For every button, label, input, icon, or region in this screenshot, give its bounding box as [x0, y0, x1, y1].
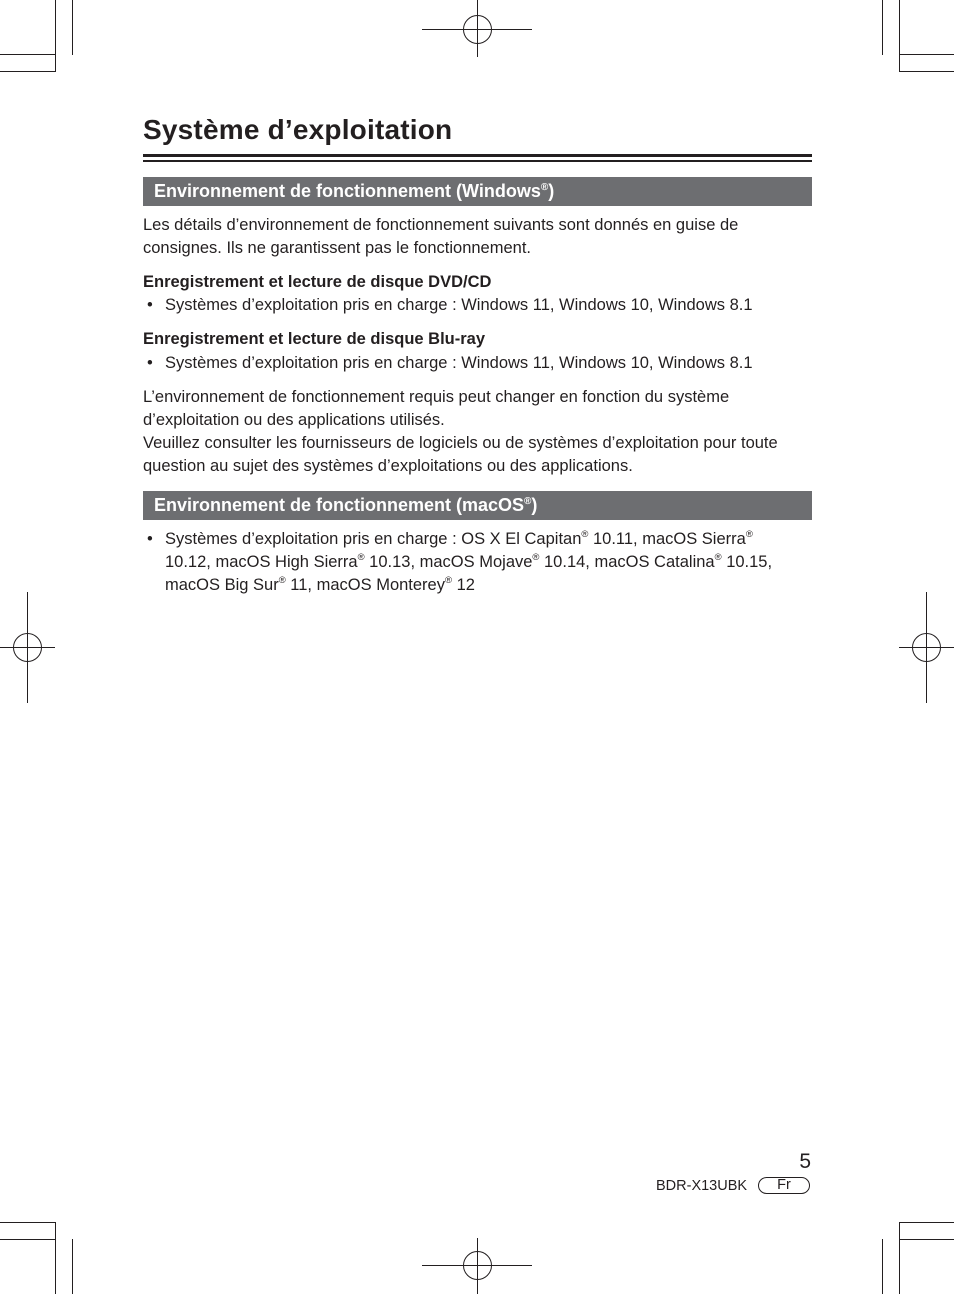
intro-line: Les détails d’environnement de fonctionnement suivants sont donnés en guise de: [143, 216, 739, 234]
registered-mark: ®: [540, 182, 549, 193]
text-run: Systèmes d’exploitation pris en charge : OS X El Capitan: [165, 530, 582, 548]
section-heading-windows-text: Environnement de fonctionnement (Windows: [154, 181, 541, 201]
text-run: macOS Big Sur: [165, 576, 279, 594]
section-heading-close: ): [531, 495, 538, 515]
dvd-os-text: Systèmes d’exploitation pris en charge : Windows 11, Windows 10, Windows 8.1: [165, 296, 753, 314]
registered-mark: ®: [532, 552, 540, 563]
note-line: d’exploitation ou des applications utilisés.: [143, 411, 445, 429]
text-run: 10.14, macOS Catalina: [539, 553, 715, 571]
registered-mark: ®: [444, 575, 452, 586]
dvd-subheading: Enregistrement et lecture de disque DVD/CD: [143, 273, 492, 291]
text-run: 10.13, macOS Mojave: [364, 553, 533, 571]
page-title: Système d’exploitation: [143, 114, 453, 145]
registered-mark: ®: [581, 529, 589, 540]
macos-os-bullet: [147, 528, 815, 597]
language-badge: Fr: [758, 1177, 810, 1194]
text-run: 12: [451, 576, 475, 594]
intro-paragraph: [143, 214, 815, 260]
note-line: L’environnement de fonctionnement requis peut changer en fonction du système: [143, 388, 730, 406]
title-rule-thin: [143, 160, 812, 162]
text-run: 11, macOS Monterey: [285, 576, 445, 594]
registered-mark: ®: [745, 529, 753, 540]
model-number: BDR-X13UBK: [656, 1178, 748, 1194]
registered-mark: ®: [524, 496, 532, 507]
bullet-marker: •: [147, 354, 153, 372]
note-line: Veuillez consulter les fournisseurs de logiciels ou de systèmes d’exploitation pour toute: [143, 434, 778, 452]
bluray-os-bullet: [147, 352, 815, 375]
macos-os-line-1: [165, 528, 815, 551]
note-line: question au sujet des systèmes d’exploitations ou des applications.: [143, 457, 633, 475]
bluray-os-text: Systèmes d’exploitation pris en charge : Windows 11, Windows 10, Windows 8.1: [165, 354, 753, 372]
registered-mark: ®: [278, 575, 286, 586]
note-paragraph: [143, 386, 815, 478]
registered-mark: ®: [357, 552, 365, 563]
bluray-subheading: Enregistrement et lecture de disque Blu-ray: [143, 330, 486, 348]
text-run: 10.15,: [721, 553, 773, 571]
intro-line: consignes. Ils ne garantissent pas le fonctionnement.: [143, 239, 531, 257]
macos-os-line-2: [165, 551, 815, 574]
section-heading-close: ): [548, 181, 555, 201]
section-heading-macos: [143, 491, 812, 520]
dvd-os-bullet: [147, 294, 815, 317]
section-heading-windows: [143, 177, 812, 206]
page-number: 5: [799, 1150, 811, 1173]
registered-mark: ®: [714, 552, 722, 563]
text-run: 10.12, macOS High Sierra: [165, 553, 358, 571]
section-heading-macos-text: Environnement de fonctionnement (macOS: [154, 495, 525, 515]
macos-os-line-3: [165, 574, 815, 597]
bullet-marker: •: [147, 530, 153, 548]
title-rule-thick: [143, 154, 812, 157]
bullet-marker: •: [147, 296, 153, 314]
text-run: 10.11, macOS Sierra: [588, 530, 746, 548]
